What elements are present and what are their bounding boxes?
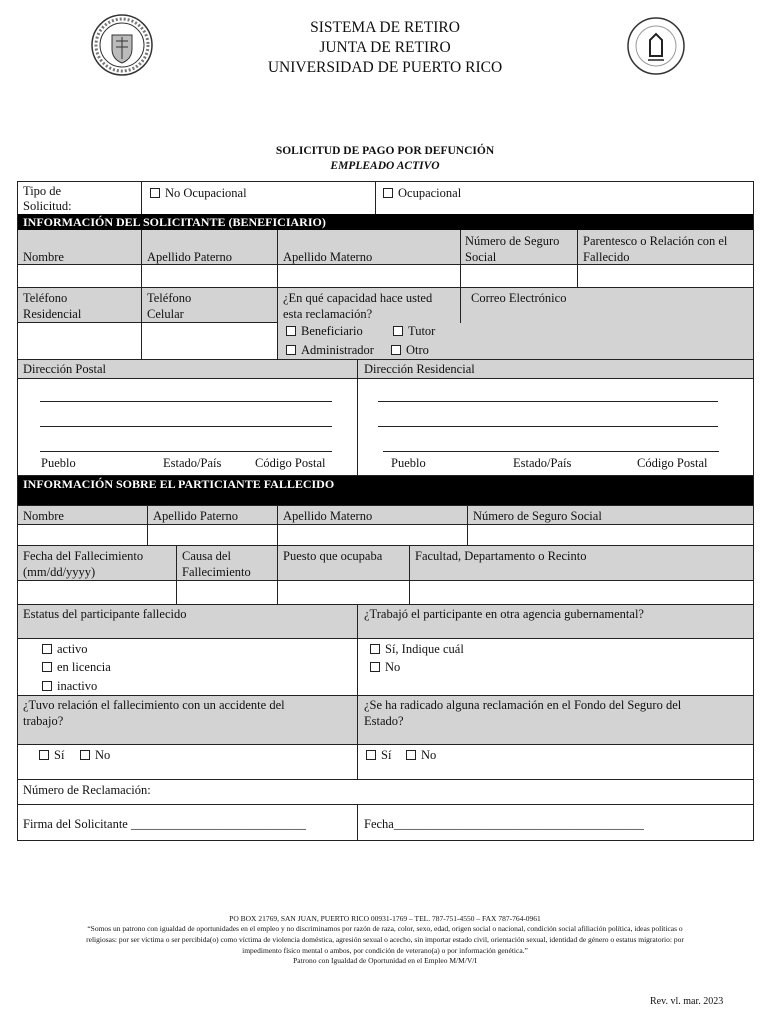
input-parentesco[interactable]: [578, 265, 753, 287]
input-postal-line-2[interactable]: [40, 426, 332, 427]
footer-address: PO BOX 21769, SAN JUAN, PUERTO RICO 00931-1769 – TEL. 787-751-4550 – FAX 787-764-0961: [229, 914, 541, 923]
revision-label: Rev. vl. mar. 2023: [650, 996, 724, 1007]
label-estatus: Estatus del participante fallecido: [23, 607, 187, 621]
label-seguro-social-1: Número de Seguro: [465, 234, 560, 248]
label-fecha-fallecimiento-1: Fecha del Fallecimiento: [23, 549, 144, 563]
label-apellido-paterno-fallecido: Apellido Paterno: [153, 509, 239, 523]
label-apellido-materno-fallecido: Apellido Materno: [283, 509, 373, 523]
label-tel-residencial-2: Residencial: [23, 307, 82, 321]
input-puesto[interactable]: [278, 581, 409, 604]
checkbox-si-accidente[interactable]: [39, 750, 49, 760]
label-apellido-materno-solicitante: Apellido Materno: [283, 250, 373, 264]
label-accidente-2: trabajo?: [23, 714, 64, 728]
checkbox-otro[interactable]: [391, 345, 401, 355]
firma-solicitante-field[interactable]: Firma del Solicitante ____________________________: [23, 817, 306, 831]
label-causa-1: Causa del: [182, 549, 231, 563]
checkbox-si-indique[interactable]: [370, 644, 380, 654]
label-direccion-postal: Dirección Postal: [23, 362, 106, 376]
header-line-1: SISTEMA DE RETIRO: [310, 19, 460, 36]
fallecido-section-header: INFORMACIÓN SOBRE EL PARTICIANTE FALLECIDO: [17, 475, 753, 505]
label-estado-pais-residencial: Estado/País: [513, 456, 572, 470]
label-nombre-solicitante: Nombre: [23, 250, 64, 264]
option-ocupacional[interactable]: Ocupacional: [383, 185, 461, 201]
option-no-ocupacional[interactable]: No Ocupacional: [150, 185, 247, 201]
checkbox-si-fondo[interactable]: [366, 750, 376, 760]
label-fondo-2: Estado?: [364, 714, 404, 728]
option-administrador[interactable]: Administrador: [286, 342, 374, 358]
input-tel-residencial[interactable]: [18, 323, 141, 359]
fallecido-names-label-row: [17, 505, 753, 524]
fecha-firma-field[interactable]: Fecha________________________________________: [364, 817, 644, 831]
tipo-label-1: Tipo de: [23, 184, 62, 198]
input-seguro-social-solicitante[interactable]: [461, 265, 577, 287]
option-tutor[interactable]: Tutor: [393, 323, 435, 339]
label-correo: Correo Electrónico: [471, 291, 567, 305]
footer-equal-opportunity: Patrono con Igualdad de Oportunidad en el Empleo M/M/V/I: [293, 956, 477, 965]
input-correo[interactable]: [461, 308, 753, 359]
label-capacidad-1: ¿En qué capacidad hace usted: [283, 291, 433, 305]
option-no-fondo[interactable]: No: [406, 747, 436, 763]
label-causa-2: Fallecimiento: [182, 565, 251, 579]
footer-disclaimer-1: “Somos un patrono con igualdad de oportunidades en el empleo y no discriminamos por razón de raza, color, sexo, edad, origen social o nacional, condición social afiliación política, ideas políticas o: [87, 924, 683, 933]
organization-header: [0, 18, 770, 78]
footer-disclaimer-3: impedimento físico mental o ambos, por condición de veterano(a) o por información genética.”: [242, 946, 528, 955]
label-pueblo-residencial: Pueblo: [391, 456, 426, 470]
option-en-licencia[interactable]: en licencia: [42, 659, 111, 675]
checkbox-ocupacional[interactable]: [383, 188, 393, 198]
label-otra-agencia: ¿Trabajó el participante en otra agencia gubernamental?: [364, 607, 644, 621]
input-postal-line-3[interactable]: [40, 451, 332, 452]
input-nombre-fallecido[interactable]: [18, 525, 147, 545]
checkbox-no-ocupacional[interactable]: [150, 188, 160, 198]
input-residencial-line-3[interactable]: [383, 451, 719, 452]
label-codigo-postal-postal: Código Postal: [255, 456, 326, 470]
label-parentesco-2: Fallecido: [583, 250, 630, 264]
option-no-accidente[interactable]: No: [80, 747, 110, 763]
label-fondo-1: ¿Se ha radicado alguna reclamación en el Fondo del Seguro del: [364, 698, 682, 712]
input-seguro-social-fallecido[interactable]: [468, 525, 753, 545]
checkbox-en-licencia[interactable]: [42, 662, 52, 672]
checkbox-inactivo[interactable]: [42, 681, 52, 691]
option-activo[interactable]: activo: [42, 641, 88, 657]
label-pueblo-postal: Pueblo: [41, 456, 76, 470]
label-codigo-postal-residencial: Código Postal: [637, 456, 708, 470]
header-line-2: JUNTA DE RETIRO: [319, 39, 451, 56]
option-otro[interactable]: Otro: [391, 342, 429, 358]
label-facultad: Facultad, Departamento o Recinto: [415, 549, 587, 563]
input-causa[interactable]: [177, 581, 277, 604]
input-nombre-solicitante[interactable]: [18, 265, 141, 287]
input-apellido-materno-solicitante[interactable]: [278, 265, 460, 287]
label-direccion-residencial: Dirección Residencial: [364, 362, 475, 376]
footer-disclaimer-2: religiosas: por ser víctima o ser percibida(o) como víctima de violencia doméstica, agresión sexual o acecho, sin importar estado civil, orientación sexual, identidad de género o estatus migratorio: por: [86, 935, 684, 944]
input-apellido-materno-fallecido[interactable]: [278, 525, 467, 545]
input-fecha-fallecimiento[interactable]: [18, 581, 176, 604]
checkbox-tutor[interactable]: [393, 326, 403, 336]
label-tel-celular-2: Celular: [147, 307, 184, 321]
label-fecha-fallecimiento-2: (mm/dd/yyyy): [23, 565, 96, 579]
input-residencial-line-2[interactable]: [378, 426, 718, 427]
checkbox-no-agencia[interactable]: [370, 662, 380, 672]
input-residencial-line-1[interactable]: [378, 401, 718, 402]
solicitante-section-header: INFORMACIÓN DEL SOLICITANTE (BENEFICIARIO): [17, 214, 753, 230]
input-postal-line-1[interactable]: [40, 401, 332, 402]
label-estado-pais-postal: Estado/País: [163, 456, 222, 470]
checkbox-no-fondo[interactable]: [406, 750, 416, 760]
header-line-3: UNIVERSIDAD DE PUERTO RICO: [267, 59, 503, 76]
input-apellido-paterno-fallecido[interactable]: [148, 525, 277, 545]
option-inactivo[interactable]: inactivo: [42, 678, 97, 694]
label-tel-residencial-1: Teléfono: [23, 291, 68, 305]
form-title: SOLICITUD DE PAGO POR DEFUNCIÓN: [275, 145, 495, 157]
form-subtitle: EMPLEADO ACTIVO: [330, 160, 440, 172]
checkbox-beneficiario[interactable]: [286, 326, 296, 336]
label-nombre-fallecido: Nombre: [23, 509, 64, 523]
tipo-label-2: Solicitud:: [23, 199, 72, 213]
option-beneficiario[interactable]: Beneficiario: [286, 323, 363, 339]
input-tel-celular[interactable]: [142, 323, 277, 359]
checkbox-activo[interactable]: [42, 644, 52, 654]
input-facultad[interactable]: [410, 581, 753, 604]
label-puesto: Puesto que ocupaba: [283, 549, 383, 563]
label-numero-reclamacion: Número de Reclamación:: [23, 783, 151, 797]
option-no-agencia[interactable]: No: [370, 659, 400, 675]
label-parentesco-1: Parentesco o Relación con el: [583, 234, 728, 248]
label-apellido-paterno-solicitante: Apellido Paterno: [147, 250, 233, 264]
label-tel-celular-1: Teléfono: [147, 291, 192, 305]
checkbox-administrador[interactable]: [286, 345, 296, 355]
label-seguro-social-fallecido: Número de Seguro Social: [473, 509, 602, 523]
label-seguro-social-2: Social: [465, 250, 497, 264]
label-accidente-1: ¿Tuvo relación el fallecimiento con un accidente del: [23, 698, 285, 712]
input-apellido-paterno-solicitante[interactable]: [142, 265, 277, 287]
option-si-accidente[interactable]: Sí: [39, 747, 64, 763]
option-si-fondo[interactable]: Sí: [366, 747, 391, 763]
checkbox-no-accidente[interactable]: [80, 750, 90, 760]
option-si-indique[interactable]: Sí, Indique cuál: [370, 641, 464, 657]
label-capacidad-2: esta reclamación?: [283, 307, 373, 321]
